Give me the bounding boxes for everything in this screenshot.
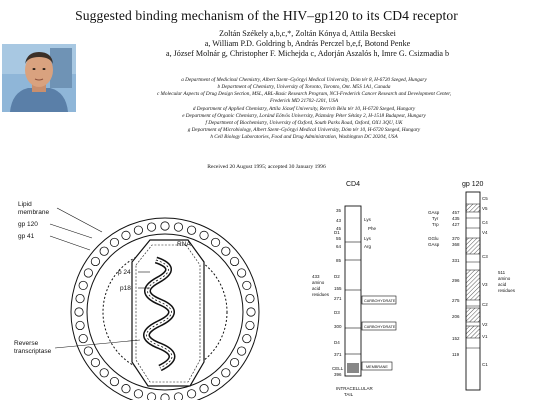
label-membrane: membrane	[18, 209, 50, 216]
membrane-bead	[211, 238, 219, 246]
membrane-bead	[110, 238, 118, 246]
membrane-bead	[91, 358, 99, 366]
membrane-bead	[76, 321, 84, 329]
affiliation-line: d Department of Applied Chemistry, Attila József University, Rerrich Béla tér 10, H-6720 Szeged, Hungary	[192, 105, 416, 112]
tail-label: TAIL	[344, 392, 354, 397]
label-reverse: Reverse	[14, 340, 39, 347]
gp120-region-label: C2	[482, 302, 488, 307]
membrane-bead	[237, 347, 245, 355]
membrane-bead	[243, 334, 251, 342]
membrane-bead	[122, 384, 130, 392]
membrane-bead	[100, 369, 108, 377]
gp120-region-label: V5	[482, 206, 488, 211]
membrane-bead	[147, 223, 155, 231]
cd4-length-note: amino	[312, 280, 325, 285]
membrane-bead	[187, 226, 195, 234]
membrane-bead	[237, 269, 245, 277]
gp120-residue: 427	[452, 222, 460, 227]
membrane-bead	[100, 247, 108, 255]
membrane-bead	[134, 226, 142, 234]
membrane-bead	[91, 257, 99, 265]
cd4-residue: 300	[334, 324, 342, 329]
gp120-residue: 368	[452, 242, 460, 247]
author-line: a, William P.D. Goldring b, András Perczel b,e,f, Botond Penke	[204, 39, 411, 48]
gp120-title: gp 120	[462, 181, 484, 188]
cd4-residue-label: Lys	[364, 236, 371, 241]
membrane-bead	[79, 281, 87, 289]
gp120-region-label: V1	[482, 334, 488, 339]
gp120-residue: 331	[452, 258, 460, 263]
membrane-bead	[76, 294, 84, 302]
cd4-length-note: residues	[312, 292, 330, 297]
label-lipid: Lipid	[18, 201, 32, 208]
gp120-residue: 119	[452, 352, 460, 357]
gp120-residue-label: Tyr	[432, 216, 439, 221]
cd4-membrane-span	[347, 363, 359, 373]
membrane-bead	[200, 231, 208, 239]
cd4-residue-label: Lys	[364, 217, 371, 222]
gp120-residue: 296	[452, 278, 460, 283]
gp120-length-note: acid	[498, 282, 507, 287]
membrane-bead	[75, 308, 83, 316]
membrane-bead	[230, 358, 238, 366]
hiv-virion-diagram	[0, 190, 300, 400]
label-p18: p18	[120, 285, 131, 292]
gp120-residue: 435	[452, 216, 460, 221]
gp120-diagram	[418, 178, 533, 400]
membrane-bead	[247, 308, 255, 316]
cd4-residue: 43	[336, 218, 342, 223]
gp120-length-note: 511	[498, 270, 506, 275]
label-rna: RNA	[177, 241, 191, 248]
received-date: Received 20 August 1995; accepted 30 January 1996	[207, 164, 326, 170]
carbohydrate-label: CARBOHYDRATE	[364, 299, 396, 303]
label-transcriptase: transcriptase	[14, 348, 52, 355]
label-gp41: gp 41	[18, 233, 35, 240]
affiliation-line: c Molecular Aspects of Drug Design Section, MSL, ABL-Basic Research Program, NCI-Frederick Cancer Research and Development Center,	[156, 91, 452, 98]
cd4-residue: 396	[334, 372, 342, 377]
cd4-length-note: 433	[312, 274, 320, 279]
cd4-domain-label: D2	[334, 274, 340, 279]
membrane-bead	[134, 390, 142, 398]
affiliation-line: b Department of Chemistry, University of Toronto, Toronto, Ont. M5S 1A1, Canada	[217, 84, 391, 91]
gp120-residue: 370	[452, 236, 460, 241]
gp120-region-label: C5	[482, 196, 488, 201]
cd4-domain-label: D3	[334, 310, 340, 315]
label-p24: p 24	[118, 269, 131, 276]
membrane-bead	[187, 390, 195, 398]
membrane-bead	[174, 393, 182, 400]
affiliation-line: h Cell Biology Laboratories, Food and Drug Administration, Washington DC 20204, USA	[210, 134, 398, 141]
cd4-residue: 45	[336, 226, 342, 231]
membrane-bead	[161, 394, 169, 400]
gp120-residue-label: GGlu	[428, 236, 439, 241]
cd4-residue: 85	[336, 258, 342, 263]
membrane-bead	[122, 231, 130, 239]
author-line: a, József Molnár g, Christopher F. Michejda c, Adorján Aszalós h, Imre G. Csizmadia b	[165, 49, 450, 58]
cd4-residue: 35	[336, 208, 342, 213]
affiliation-line: g Department of Microbiology, Albert Szent–Györgyi Medical University, Dóm tér 10, H-6720 Szeged, Hungary	[187, 127, 421, 134]
membrane-bead	[222, 247, 230, 255]
cd4-residue: 55	[336, 236, 342, 241]
membrane-bead	[246, 294, 254, 302]
gp120-residue-label: GAsp	[428, 210, 440, 215]
membrane-bead	[161, 222, 169, 230]
membrane-bead	[79, 334, 87, 342]
membrane-bead	[84, 347, 92, 355]
affiliation-line: a Department of Medicinal Chemistry, Albert Szent–Györgyi Medical University, Dóm tér 8, H-6720 Szeged, Hungary	[181, 77, 427, 83]
cd4-receptor-diagram	[300, 178, 420, 400]
gp120-residue: 457	[452, 210, 460, 215]
carbohydrate-label: CARBOHYDRATE	[364, 325, 396, 329]
membrane-bead	[211, 377, 219, 385]
membrane-label: MEMBRANE	[366, 365, 388, 369]
gp120-length-note: residues	[498, 288, 516, 293]
cd4-residue-label: Phe	[368, 226, 377, 231]
cd4-residue: 155	[334, 286, 342, 291]
cd4-residue: 64	[336, 244, 342, 249]
author-photo	[2, 44, 76, 112]
cd4-title: CD4	[346, 181, 361, 188]
gp120-residue: 206	[452, 314, 460, 319]
gp120-region-label: C1	[482, 362, 488, 367]
cd4-chain	[345, 206, 361, 376]
paper-title: Suggested binding mechanism of the HIV–gp120 to its CD4 receptor	[75, 8, 458, 23]
author-line: Zoltán Székely a,b,c,*, Zoltán Kónya d, Attila Becskei	[219, 29, 396, 38]
gp120-residue: 275	[452, 298, 460, 303]
affiliation-line: f Department of Biochemistry, University of Oxford, South Parks Road, Oxford, OX1 3QU, UK	[205, 119, 403, 126]
gp120-length-note: amino	[498, 276, 511, 281]
gp120-residue: 152	[452, 336, 460, 341]
cd4-domain-label: D4	[334, 340, 340, 345]
gp120-region-label: V4	[482, 230, 488, 235]
gp120-residue-label: GAsp	[428, 242, 440, 247]
gp120-residue-label: Trp	[432, 222, 439, 227]
cd4-residue: 371	[334, 352, 342, 357]
membrane-bead	[84, 269, 92, 277]
cell-label: CELL	[332, 366, 344, 371]
intracellular-label: INTRACELLULAR	[336, 386, 373, 391]
gp120-region-label: C3	[482, 254, 488, 259]
gp120-region-label: V3	[482, 282, 488, 287]
affiliation-line: Frederick MD 21702-1201, USA	[269, 98, 339, 105]
gp120-region-label: C4	[482, 220, 488, 225]
membrane-bead	[200, 384, 208, 392]
cd4-residue: 271	[334, 296, 342, 301]
label-gp120: gp 120	[18, 221, 38, 228]
membrane-bead	[174, 223, 182, 231]
leader-gp41	[50, 236, 90, 250]
cd4-domain-label: D1	[334, 230, 340, 235]
membrane-bead	[246, 321, 254, 329]
affiliation-line: e Department of Organic Chemistry, Loránd Eötvös University, Pázmány Péter Sétány 2, H-1518 Budapest, Hungary	[182, 112, 426, 119]
affiliation-list	[78, 77, 530, 141]
membrane-bead	[243, 281, 251, 289]
membrane-bead	[147, 393, 155, 400]
leader-gp120	[50, 224, 92, 238]
cd4-residue-label: Arg	[364, 244, 372, 249]
leader-reverse-transcriptase	[55, 340, 140, 348]
author-list	[85, 29, 530, 59]
membrane-bead	[110, 377, 118, 385]
membrane-bead	[222, 369, 230, 377]
cd4-length-note: acid	[312, 286, 321, 291]
gp120-region-label: V2	[482, 322, 488, 327]
membrane-bead	[230, 257, 238, 265]
